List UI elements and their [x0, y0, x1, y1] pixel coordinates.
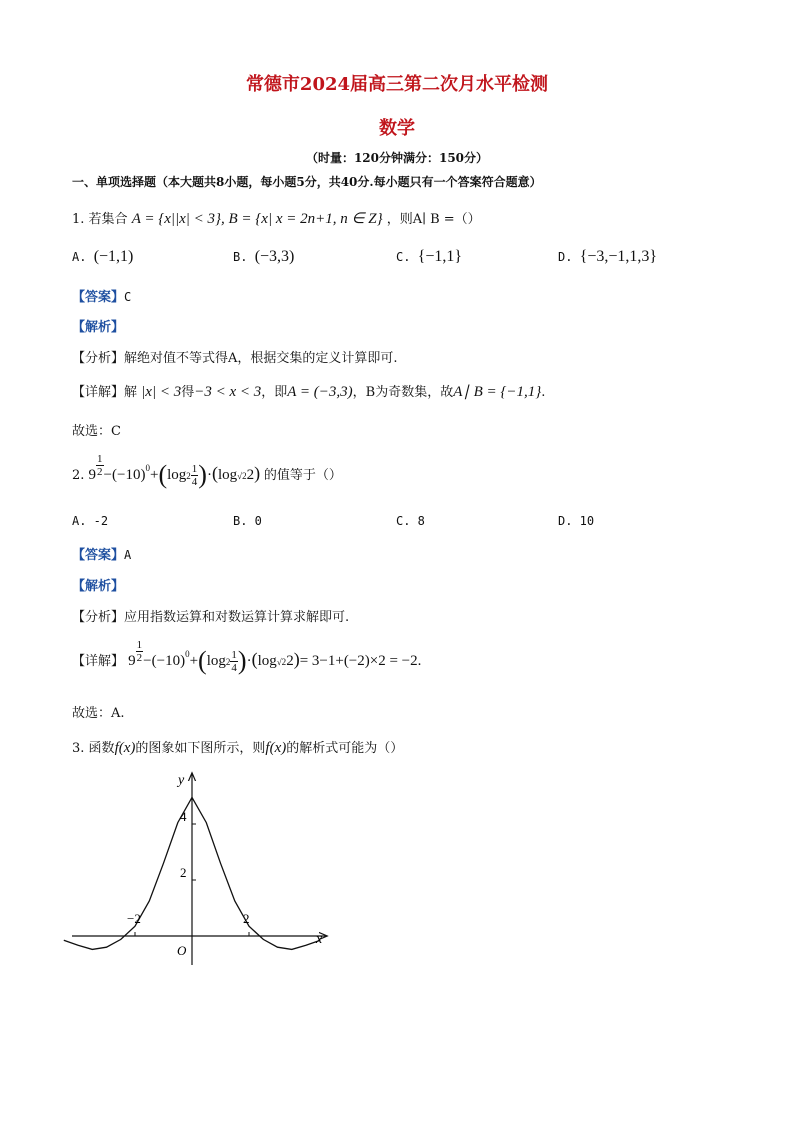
answer-value: A [124, 548, 132, 562]
q2-answer [72, 544, 131, 563]
detail-tag: 【详解】 [72, 385, 125, 400]
q2-option-a: A. -2 [72, 514, 109, 528]
q1-detail [72, 381, 545, 401]
exam-meta: （时量：120分钟满分：150分） [305, 151, 489, 165]
detail-text: . [541, 385, 546, 400]
question-1 [72, 208, 481, 228]
expr-text: 2 [286, 653, 294, 669]
expr-text: + [149, 467, 159, 483]
fenxi-tag: 【分析】 [72, 610, 125, 625]
q3-math: f(x) [114, 740, 136, 756]
fenxi-tag: 【分析】 [72, 351, 125, 366]
expr-text: 2 [186, 471, 191, 481]
expr-text: 4 [191, 476, 198, 489]
detail-text: 得 [181, 385, 195, 400]
expr-exponent [136, 639, 144, 664]
q1-suffix: ，则A∣ B =（） [386, 212, 481, 227]
q3-text: 的图象如下图所示，则 [135, 741, 266, 756]
tick-label-y4: 4 [180, 809, 187, 824]
q2-detail [72, 639, 422, 675]
section-heading: 一、单项选择题（本大题共8小题，每小题5分，共40分.每小题只有一个答案符合题意） [72, 175, 542, 189]
q1-choose: 故选：C [72, 424, 121, 439]
q1-option-b [233, 248, 294, 266]
tick-label-x2: 2 [243, 911, 250, 926]
option-label: C. [396, 250, 411, 264]
expr-text: = 3−1+(−2)×2 = −2 [299, 653, 418, 669]
page-title: 常德市2024届高三第二次月水平检测 [245, 74, 549, 95]
detail-math: A = (−3,3) [287, 384, 353, 400]
expr-text: 9 [88, 467, 97, 483]
expr-text: 0 [145, 463, 150, 473]
q3-text: 的解析式可能为（） [286, 741, 404, 756]
detail-tag: 【详解】 [72, 654, 125, 669]
expr-text: 1 [97, 453, 103, 466]
analysis-tag: 【解析】 [72, 320, 125, 335]
q1-option-c [396, 248, 462, 266]
fenxi-text: 解绝对值不等式得A，根据交集的定义计算即可. [124, 351, 398, 366]
q2-option-c: C. 8 [396, 514, 425, 528]
detail-text: ，B为奇数集，故 [352, 385, 454, 400]
expr-text: 2 [136, 652, 143, 665]
q1-analysis [72, 316, 124, 335]
q2-expression: 9 $\frac{1}{2}$ $-(-10)^0+(\log 2$ $\frac{1}{4}$ )·(log√22) [88, 453, 261, 489]
detail-text: 解 [124, 385, 138, 400]
q3-text: 函数 [88, 741, 115, 756]
expr-text: 1 [231, 649, 237, 662]
expr-text: 1 [136, 639, 143, 652]
q2-option-b: B. 0 [233, 514, 262, 528]
expr-text: 2 [246, 467, 255, 483]
q2-suffix: 的值等于（） [263, 468, 342, 483]
expr-text: log [206, 653, 226, 669]
expr-fraction [230, 649, 238, 674]
expr-text: 4 [231, 662, 237, 675]
expr-text: log [257, 653, 277, 669]
option-value: {−3,−1,1,3} [579, 248, 658, 265]
q2-choose: 故选：A. [72, 706, 125, 721]
option-value: (−1,1) [93, 248, 134, 265]
expr-text: 2 [97, 466, 103, 479]
subject-title: 数学 [379, 118, 415, 139]
q1-prefix: 若集合 [88, 212, 128, 227]
expr-text: 2 [225, 657, 231, 667]
q2-option-d: D. 10 [558, 514, 595, 528]
analysis-tag: 【解析】 [72, 579, 125, 594]
fenxi-text: 应用指数运算和对数运算计算求解即可. [124, 610, 350, 625]
q1-option-d [558, 248, 657, 266]
q3-math: f(x) [265, 740, 287, 756]
q1-option-a [72, 248, 133, 266]
q1-fenxi [72, 347, 398, 366]
expr-text: log [217, 467, 238, 483]
expr-text: + [189, 653, 199, 669]
q3-number: 3. [72, 741, 85, 756]
y-axis-label: y [178, 773, 185, 788]
option-value: {−1,1} [417, 248, 463, 265]
tick-label-y2: 2 [180, 865, 187, 880]
function-graph [60, 760, 350, 975]
tick-label-xm2: −2 [127, 911, 141, 926]
option-label: A. [72, 250, 87, 264]
expr-text: √2 [237, 471, 247, 481]
expr-text: log [167, 467, 187, 483]
answer-value: C [124, 290, 132, 304]
x-axis-label: x [316, 932, 323, 947]
answer-tag: 【答案】 [72, 290, 125, 305]
q2-number: 2. [72, 468, 85, 483]
expr-text: · [246, 653, 252, 669]
q1-number: 1. [72, 212, 85, 227]
q1-sets: A = {x||x| < 3}, B = {x| x = 2n+1, n ∈ Z} [131, 211, 383, 227]
expr-text: 0 [185, 649, 190, 659]
detail-text: ，即 [261, 385, 288, 400]
question-2 [72, 453, 342, 489]
expr-text: 1 [191, 463, 198, 476]
option-label: B. [233, 250, 248, 264]
expr-exponent [96, 453, 104, 478]
option-value: (−3,3) [254, 248, 295, 265]
expr-text: 9 [128, 653, 136, 669]
answer-tag: 【答案】 [72, 548, 125, 563]
expr-text: √2 [276, 657, 287, 667]
detail-math: A∣ B = {−1,1} [453, 384, 542, 400]
expr-text: −(−10) [103, 467, 146, 483]
question-3 [72, 737, 403, 757]
expr-text: · [206, 467, 212, 483]
detail-math: |x| < 3 [141, 384, 182, 400]
q2-fenxi [72, 606, 349, 625]
q2-analysis [72, 575, 124, 594]
q1-answer [72, 286, 131, 305]
origin-label: O [177, 943, 187, 958]
expr-text: . [417, 653, 422, 669]
q2-detail-expression: 9 $\frac{1}{2}$ $-(-10)^0+(\log 2$ $\frac{1}{4}$ )·(log√22)= 3−1+(−2)×2 = −2. [128, 639, 422, 675]
expr-text: −(−10) [143, 653, 186, 669]
detail-math: −3 < x < 3 [194, 384, 262, 400]
option-label: D. [558, 250, 573, 264]
